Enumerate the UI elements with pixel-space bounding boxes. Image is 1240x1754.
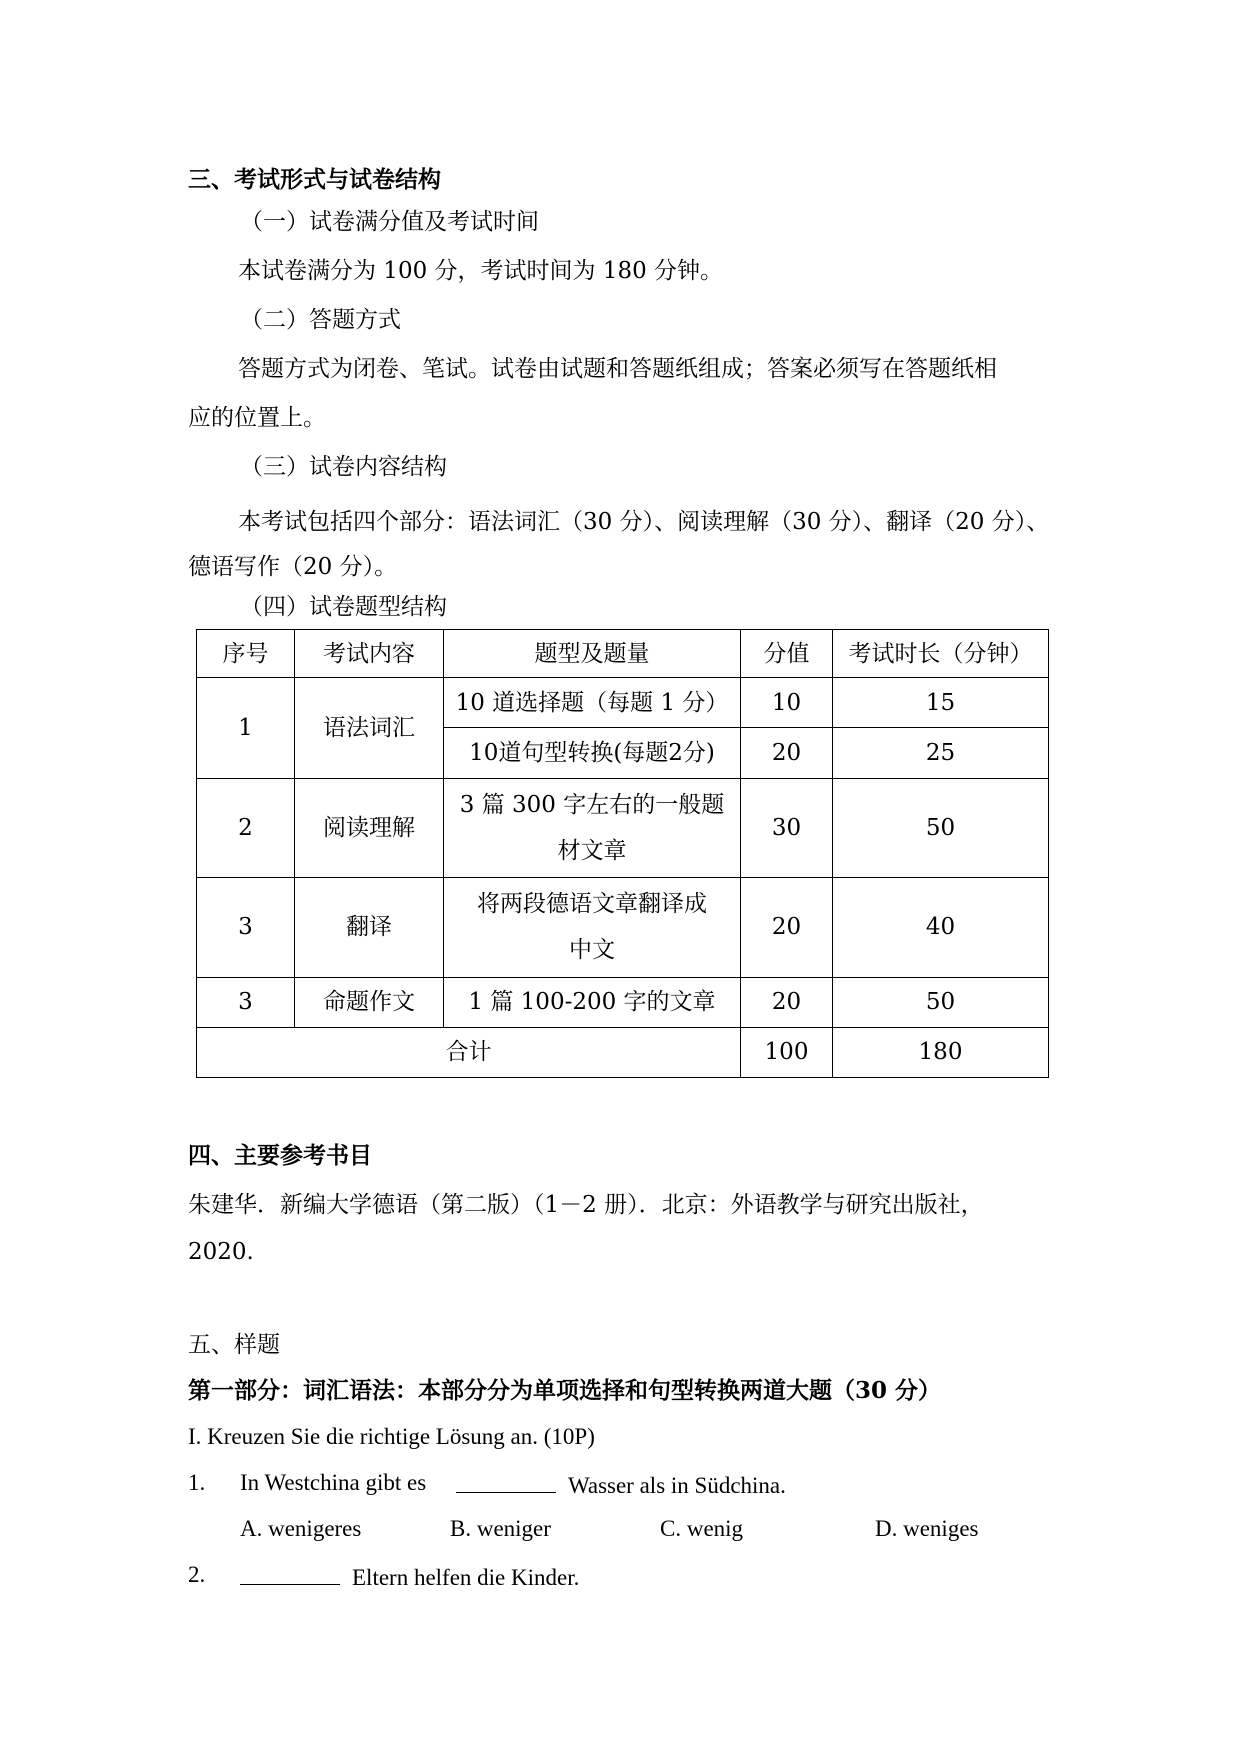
row-score: 30 <box>741 778 833 877</box>
table-total-row <box>197 1027 1049 1077</box>
row-type: 10 道选择题（每题 1 分） <box>444 678 741 728</box>
answer-blank[interactable] <box>456 1468 556 1493</box>
paragraph-content-line2: 德语写作（20 分）。 <box>188 554 398 580</box>
question-2 <box>188 1560 205 1590</box>
row-score: 20 <box>741 878 833 977</box>
exam-structure-table <box>196 629 1049 1078</box>
row-score: 10 <box>741 678 833 728</box>
section-4-heading: 四、主要参考书目 <box>188 1142 372 1169</box>
row-time: 40 <box>833 878 1049 977</box>
section-5-heading: 五、样题 <box>188 1332 280 1358</box>
row-content: 阅读理解 <box>295 778 444 877</box>
row-type: 1 篇 100-200 字的文章 <box>444 977 741 1027</box>
question-text: Wasser als in Südchina. <box>568 1473 786 1498</box>
header-cell: 考试内容 <box>295 630 444 678</box>
subsection-4-heading: （四）试卷题型结构 <box>240 594 447 620</box>
subsection-1-heading: （一）试卷满分值及考试时间 <box>240 209 539 235</box>
row-number: 3 <box>197 977 295 1027</box>
option-c[interactable]: C. wenig <box>660 1516 744 1541</box>
row-content: 命题作文 <box>295 977 444 1027</box>
row-type <box>444 878 741 977</box>
row-content: 语法词汇 <box>295 678 444 778</box>
reference-line2: 2020. <box>188 1239 254 1265</box>
header-cell: 题型及题量 <box>444 630 741 678</box>
row-time: 25 <box>833 728 1049 778</box>
header-cell: 序号 <box>197 630 295 678</box>
row-number: 1 <box>197 678 295 778</box>
question-text: In Westchina gibt es <box>240 1470 427 1495</box>
option-a[interactable]: A. wenigeres <box>240 1516 362 1541</box>
row-type-line: 将两段德语文章翻译成 <box>477 891 707 918</box>
reference-line1: 朱建华．新编大学德语（第二版）（1－2 册）．北京：外语教学与研究出版社， <box>188 1192 984 1218</box>
row-time: 15 <box>833 678 1049 728</box>
question-text: Eltern helfen die Kinder. <box>352 1565 580 1590</box>
total-label: 合计 <box>197 1027 741 1077</box>
paragraph-content-line1: 本考试包括四个部分：语法词汇（30 分）、阅读理解（30 分）、翻译（20 分）、 <box>238 509 1050 535</box>
row-number: 3 <box>197 878 295 977</box>
total-time: 180 <box>833 1027 1049 1077</box>
subsection-2-heading: （二）答题方式 <box>240 307 401 333</box>
row-type-line: 中文 <box>569 937 615 964</box>
table-header-row <box>197 630 1049 678</box>
row-type-line: 材文章 <box>557 837 627 864</box>
table-row <box>197 778 1049 877</box>
table-row <box>197 878 1049 977</box>
row-time: 50 <box>833 778 1049 877</box>
row-content: 翻译 <box>295 878 444 977</box>
part-1-heading: 第一部分：词汇语法：本部分分为单项选择和句型转换两道大题（30 分） <box>188 1377 942 1404</box>
instruction-line: I. Kreuzen Sie die richtige Lösung an. (10P) <box>188 1424 595 1449</box>
question-2-blank-and-rest <box>240 1560 579 1593</box>
table-row <box>197 977 1049 1027</box>
answer-blank[interactable] <box>240 1560 340 1585</box>
row-type: 10道句型转换(每题2分) <box>444 728 741 778</box>
row-score: 20 <box>741 728 833 778</box>
paragraph-score-time: 本试卷满分为 100 分，考试时间为 180 分钟。 <box>238 258 724 284</box>
paragraph-answer-method-line1: 答题方式为闭卷、笔试。试卷由试题和答题纸组成；答案必须写在答题纸相 <box>238 356 997 382</box>
subsection-3-heading: （三）试卷内容结构 <box>240 454 447 480</box>
question-number: 2. <box>188 1562 206 1587</box>
header-cell: 考试时长（分钟） <box>833 630 1049 678</box>
total-score: 100 <box>741 1027 833 1077</box>
row-type-line: 3 篇 300 字左右的一般题 <box>459 791 725 818</box>
row-score: 20 <box>741 977 833 1027</box>
question-1-blank-and-rest <box>456 1468 786 1501</box>
option-d[interactable]: D. weniges <box>875 1516 979 1541</box>
row-type <box>444 778 741 877</box>
section-3-heading: 三、考试形式与试卷结构 <box>188 166 441 193</box>
row-number: 2 <box>197 778 295 877</box>
option-b[interactable]: B. weniger <box>450 1516 551 1541</box>
paragraph-answer-method-line2: 应的位置上。 <box>188 405 326 431</box>
header-cell: 分值 <box>741 630 833 678</box>
table-row <box>197 678 1049 728</box>
row-time: 50 <box>833 977 1049 1027</box>
question-number: 1. <box>188 1470 206 1495</box>
question-1 <box>188 1468 427 1498</box>
